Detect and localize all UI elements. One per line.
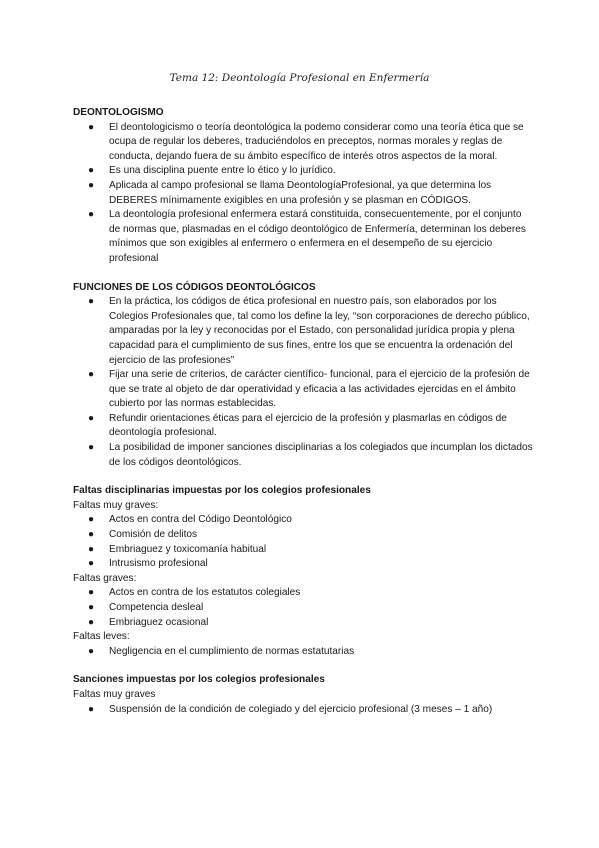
group-label: Faltas muy graves: [73,499,159,511]
bullet-list-deontologismo [73,121,533,267]
section-heading-funciones: FUNCIONES DE LOS CÓDIGOS DEONTOLÓGICOS [73,281,316,293]
section-heading-sanciones: Sanciones impuestas por los colegios profesionales [73,674,325,686]
bullet-icon: ● [88,587,95,599]
list-item: ● Comisión de delitos [73,528,533,543]
bullet-icon: ● [88,165,95,177]
bullet-icon: ● [88,602,95,613]
bullet-icon: ● [88,645,95,657]
bullet-icon: ● [88,412,95,424]
bullet-list-faltas-muy-graves [73,513,533,571]
bullet-icon: ● [88,529,95,541]
bullet-icon: ● [88,543,95,555]
group-label: Faltas leves: [73,631,130,643]
list-item: ● Suspensión de la condición de colegiado y del ejercicio profesional (3 meses – 1 año) [73,703,533,718]
list-item: ● El deontologicismo o teoría deontológica la podemo considerar como una teoría ética que se ocupa de regular los deberes, traduciéndolos en preceptos, normas morales y reglas de conducta, dejando fuera de su ámbito específico de interés otros aspectos de la moral. [88,121,524,162]
list-item: ● Competencia desleal [73,601,533,616]
list-item: ● Embriaguez y toxicomanía habitual [73,543,533,558]
group-label: Faltas graves: [73,572,137,584]
list-item: ● Actos en contra de los estatutos colegiales [73,586,533,601]
group-label: Faltas muy graves [73,688,156,700]
bullet-list-sanciones [73,703,533,718]
list-item: ● La deontología profesional enfermera estará constituida, consecuentemente, por el conjunto de normas que, plasmadas en el código deontológico de Enfermería, determinan los deberes mínimos que son exigibles al enfermero o enfermera en el desempeño de su ejercicio profesional [88,209,526,264]
document-body [73,106,533,717]
section-heading-faltas: Faltas disciplinarias impuestas por los colegios profesionales [73,485,371,497]
bullet-list-funciones [73,295,533,470]
bullet-icon: ● [88,209,95,221]
list-item: ● Fijar una serie de criterios, de carácter científico- funcional, para el ejercicio de la profesión de que se trate al objeto de dar operatividad y eficacia a las actividades ejercidas en el ámbito cubierto por las normas establecidas. [88,369,530,410]
list-item: ● Actos en contra del Código Deontológico [73,513,533,528]
bullet-icon: ● [88,703,95,715]
bullet-icon: ● [88,369,95,381]
bullet-icon: ● [88,442,95,454]
list-item: ● Es una disciplina puente entre lo ético y lo jurídico. [73,164,533,179]
section-heading-deontologismo: DEONTOLOGISMO [73,107,164,118]
list-item: ● Negligencia en el cumplimiento de normas estatutarias [73,645,533,660]
list-item: ● Intrusismo profesional [73,557,533,572]
bullet-list-faltas-graves [73,586,533,630]
bullet-icon: ● [88,121,95,133]
bullet-icon: ● [88,296,95,308]
list-item: ● Refundir orientaciones éticas para el ejercicio de la profesión y plasmarlas en códigos de deontología profesional. [88,412,507,439]
bullet-icon: ● [88,179,95,191]
bullet-list-faltas-leves [73,645,533,660]
bullet-icon: ● [88,514,95,526]
list-item: ● En la práctica, los códigos de ética profesional en nuestro país, son elaborados por los Colegios Profesionales que, tal como los define la ley, “son corporaciones de derecho público, amparadas por la ley y reconocidas por el Estado, con personalidad jurídica propia y plena capacidad para el cumplimiento de sus fines, entre los que se encuentra la ordenación del ejercicio de las profesiones” [88,296,530,366]
bullet-icon: ● [88,616,95,628]
list-item: ● La posibilidad de imponer sanciones disciplinarias a los colegiados que incumplan los dictados de los códigos deontológicos. [88,442,533,468]
list-item: ● Aplicada al campo profesional se llama DeontologíaProfesional, ya que determina los DEBERES mínimamente exigibles en una profesión y se plasman en CÓDIGOS. [88,179,492,206]
bullet-icon: ● [88,558,95,570]
list-item: ● Embriaguez ocasional [73,616,533,631]
document-title: Tema 12: Deontología Profesional en Enfermería [169,72,430,84]
